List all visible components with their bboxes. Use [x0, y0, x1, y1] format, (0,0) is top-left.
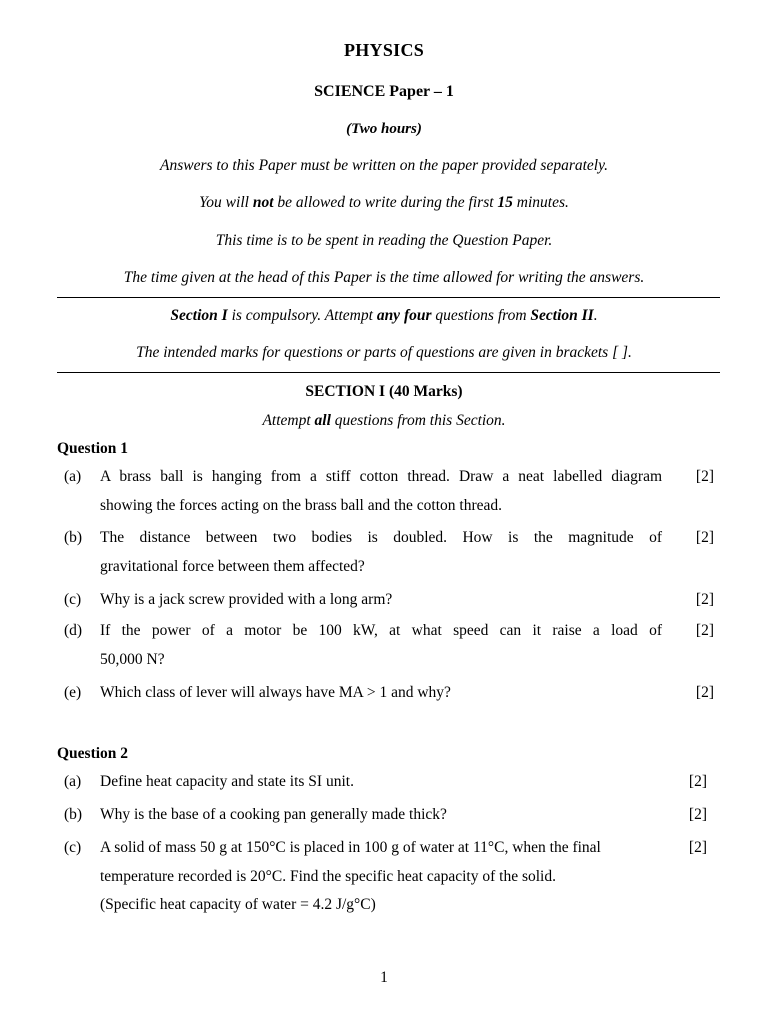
part-text: Why is a jack screw provided with a long arm?: [100, 591, 393, 608]
part-label: (e): [64, 684, 82, 701]
part-marks: [2]: [688, 839, 707, 856]
part-marks: [2]: [695, 591, 714, 608]
part-text: Which class of lever will always have MA > 1 and why?: [100, 684, 451, 701]
divider-bottom: [57, 372, 720, 373]
part-label: (c): [64, 839, 82, 856]
part-label: (b): [64, 806, 83, 823]
divider-top: [57, 297, 720, 298]
page-number: 1: [380, 969, 388, 986]
part-label: (b): [64, 529, 83, 546]
part-text: The distance between two bodies is doubled. How is the magnitude of gravitational force between them affected?: [100, 529, 662, 575]
part-text: A brass ball is hanging from a stiff cotton thread. Draw a neat labelled diagram showing the forces acting on the brass ball and the cotton thread.: [100, 468, 662, 514]
paper-subtitle: SCIENCE Paper – 1: [314, 83, 454, 100]
part-text: A solid of mass 50 g at 150°C is placed in 100 g of water at 11°C, when the final temperature recorded is 20°C. Find the specific heat capacity of the solid. (Specific heat capacity of water = 4.2 J/g°C): [100, 839, 601, 913]
part-text: Define heat capacity and state its SI unit.: [100, 773, 354, 790]
question-heading: Question 1: [57, 440, 129, 457]
part-text: Why is the base of a cooking pan generally made thick?: [100, 806, 447, 823]
part-marks: [2]: [695, 529, 714, 546]
part-marks: [2]: [688, 773, 707, 790]
instruction-reading-purpose: This time is to be spent in reading the Question Paper.: [215, 232, 553, 249]
paper-subject-title: PHYSICS: [343, 40, 425, 60]
instruction-marks: The intended marks for questions or parts of questions are given in brackets [ ].: [136, 344, 632, 361]
part-marks: [2]: [688, 806, 707, 823]
part-label: (d): [64, 622, 83, 639]
section-attempt-note: Attempt all questions from this Section.: [262, 412, 506, 429]
part-text: If the power of a motor be 100 kW, at what speed can it raise a load of 50,000 N?: [100, 622, 662, 668]
part-label: (c): [64, 591, 82, 608]
instruction-sections: Section I is compulsory. Attempt any four questions from Section II.: [170, 307, 598, 324]
instruction-time-allowed: The time given at the head of this Paper is the time allowed for writing the answers.: [123, 269, 645, 286]
instruction-answers: Answers to this Paper must be written on the paper provided separately.: [159, 157, 609, 174]
instruction-reading-time: You will not be allowed to write during the first 15 minutes.: [199, 194, 569, 211]
part-marks: [2]: [695, 468, 714, 485]
part-marks: [2]: [695, 684, 714, 701]
section-heading: SECTION I (40 Marks): [305, 383, 463, 400]
part-label: (a): [64, 773, 82, 790]
part-label: (a): [64, 468, 82, 485]
paper-duration: (Two hours): [346, 121, 422, 137]
part-marks: [2]: [695, 622, 714, 639]
question-heading: Question 2: [57, 745, 129, 762]
